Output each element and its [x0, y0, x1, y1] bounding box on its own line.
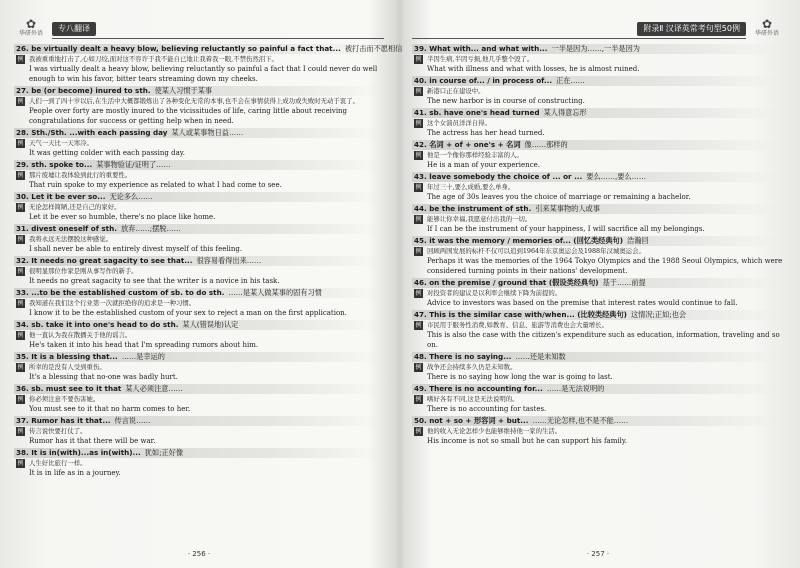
example-row: [14, 330, 384, 340]
chinese-example: 无论怎样简陋,还是自己的家好。: [29, 203, 121, 211]
example-row: [412, 362, 784, 372]
example-marker-icon: 例: [17, 460, 24, 467]
pattern-meaning: 浩瀚回: [627, 236, 649, 245]
pattern-title: 31. divest oneself of sth.: [16, 224, 117, 233]
pattern-entry: [14, 416, 384, 446]
example-row: [412, 288, 784, 298]
example-marker-icon: 例: [415, 88, 422, 95]
example-marker-icon: 例: [17, 98, 24, 105]
chinese-example: 这个女演员洋洋自得。: [427, 119, 491, 127]
example-row: [14, 170, 384, 180]
english-translation: It was getting colder with each passing day.: [29, 149, 185, 157]
example-row: [14, 202, 384, 212]
logo-text: 华研外语: [18, 30, 43, 37]
example-row: [412, 86, 784, 96]
pattern-entry: [14, 288, 384, 318]
pattern-meaning: 使某人习惯于某事: [154, 86, 213, 95]
pattern-meaning: 无论多么……: [109, 192, 153, 201]
pattern-entry: [412, 76, 784, 106]
english-translation: I was virtually dealt a heavy blow, believing reluctantly so painful a fact that I could never do well enough to win his favor, bitter tears streaming down my cheeks.: [29, 65, 378, 83]
pattern-title-bar: [412, 108, 784, 118]
example-row: [412, 214, 784, 224]
pattern-title-bar: [14, 128, 384, 138]
example-row: [14, 426, 384, 436]
header-rule: [52, 38, 384, 39]
english-translation: If I can be the instrument of your happiness, I will sacrifice all my belongings.: [427, 225, 705, 233]
pattern-entry: [412, 140, 784, 170]
example-marker-icon: 例: [17, 236, 24, 243]
pattern-title-bar: [412, 416, 784, 426]
example-row: [412, 150, 784, 160]
pattern-title-bar: [412, 278, 784, 288]
chinese-example: 半因生病,半因亏损,他几乎整个毁了。: [427, 55, 534, 63]
pattern-entry: [412, 172, 784, 202]
chinese-example: 所幸的是没有人受到重伤。: [29, 363, 106, 371]
publisher-logo: [14, 18, 48, 40]
english-translation: The age of 30s leaves you the choice of marriage or remaining a bachelor.: [427, 193, 691, 201]
pattern-title: 29. sth. spoke to...: [16, 160, 93, 169]
chinese-example: 嗜好各有不同,这是无法说明的。: [427, 395, 519, 403]
pattern-title-bar: [14, 192, 384, 202]
pattern-title-bar: [14, 288, 384, 298]
example-row: [412, 182, 784, 192]
example-marker-icon: 例: [415, 184, 422, 191]
page-number: · 257 ·: [586, 550, 610, 558]
pattern-meaning: ……无论怎样,也不是不能……: [532, 416, 629, 425]
pattern-title: 27. be (or become) inured to sth.: [16, 86, 151, 95]
pattern-meaning: 被打击而不愿相信: [344, 44, 403, 53]
example-row: [412, 320, 784, 330]
pattern-entry: [14, 44, 403, 84]
left-page: [14, 17, 403, 558]
english-translation: This is also the case with the citizen's expenditure such as education, information, traveling and so on.: [427, 331, 780, 349]
pattern-title: 34. sb. take it into one's head to do sth.: [16, 320, 179, 329]
example-row: [14, 138, 384, 148]
chinese-example: 他的收入无论怎样少也能够维持他一家的生活。: [427, 427, 562, 435]
english-translation: His income is not so small but he can support his family.: [427, 437, 628, 445]
pattern-title: 40. in course of... / in process of...: [414, 76, 553, 85]
right-page: [412, 18, 784, 558]
example-marker-icon: 例: [17, 204, 24, 211]
pattern-title-bar: [14, 352, 384, 362]
pattern-title-bar: [412, 384, 784, 394]
pattern-title-bar: [412, 352, 784, 362]
chinese-example: 人们一到了四十岁以后,在生活中大概都锻炼出了各种变化无常的本事,也不会在事情获得上成功或失败时无动于衷了。: [29, 97, 359, 105]
pattern-title: 32. It needs no great sagacity to see that...: [16, 256, 193, 265]
pattern-title: 47. This is the similar case with/when... (比较类经典句): [414, 310, 627, 319]
pattern-title-bar: [412, 310, 784, 320]
example-marker-icon: 例: [415, 428, 422, 435]
chinese-example: 那片废墟让我体验到此行的重要性。: [29, 171, 132, 179]
pattern-meaning: ……是幸运的: [121, 352, 165, 361]
chinese-example: 他是一个像你那样经验丰富的人。: [427, 151, 523, 159]
pattern-entry: [14, 160, 384, 190]
example-marker-icon: 例: [17, 300, 24, 307]
example-marker-icon: 例: [415, 248, 422, 255]
pattern-title: 26. be virtually dealt a heavy blow, believing reluctantly so painful a fact that...: [16, 44, 341, 53]
pattern-title: 44. be the instrument of sth.: [414, 204, 532, 213]
example-row: [14, 298, 384, 308]
english-translation: You must see to it that no harm comes to her.: [29, 405, 191, 413]
pattern-meaning: 这情况;正如;也会: [630, 310, 687, 319]
chinese-example: 新港口正在建设中。: [427, 87, 485, 95]
pattern-title: 49. There is no accounting for...: [414, 384, 543, 393]
example-row: [14, 96, 384, 106]
pattern-title-bar: [14, 320, 384, 330]
chinese-example: 人生好比旅行一样。: [29, 459, 87, 467]
pattern-meaning: 某人(错误地)认定: [182, 320, 239, 329]
chinese-example: 你必须注意不要伤害她。: [29, 395, 100, 403]
pattern-meaning: 要么……,要么……: [586, 172, 647, 181]
pattern-entry: [412, 204, 784, 234]
pattern-title: 33. ...to be the established custom of sb. to do sth.: [16, 288, 225, 297]
section-tag: 附录Ⅱ 汉译英常考句型50例: [637, 22, 746, 36]
pattern-title-bar: [412, 236, 784, 246]
pattern-entry: [14, 320, 384, 350]
pattern-entry: [412, 44, 784, 74]
pattern-title-bar: [14, 448, 384, 458]
example-marker-icon: 例: [17, 56, 24, 63]
example-marker-icon: 例: [415, 396, 422, 403]
chinese-example: 很明显那位作家是刚从事写作的新手。: [29, 267, 138, 275]
example-row: [412, 54, 784, 64]
pattern-meaning: 犹如;正好像: [144, 448, 184, 457]
pattern-meaning: 正在……: [556, 76, 585, 85]
pattern-entry: [412, 236, 784, 276]
pattern-meaning: 放弃……;摆脱……: [120, 224, 181, 233]
example-row: [412, 246, 784, 256]
pattern-title: 46. on the premise / ground that (假设类经典句): [414, 278, 599, 287]
english-translation: It needs no great sagacity to see that the writer is a novice in his task.: [29, 277, 280, 285]
english-translation: There is no accounting for tastes.: [427, 405, 547, 413]
example-marker-icon: 例: [415, 152, 422, 159]
pattern-entry: [412, 416, 784, 446]
pattern-entry: [14, 86, 384, 126]
pattern-title-bar: [14, 160, 384, 170]
english-translation: The new harbor is in course of constructing.: [427, 97, 585, 105]
example-row: [14, 362, 384, 372]
pattern-entry: [412, 310, 784, 350]
logo-icon: ✿: [761, 17, 773, 31]
example-marker-icon: 例: [17, 140, 24, 147]
pattern-entry: [14, 192, 384, 222]
pattern-title: 41. sb. have one's head turned: [414, 108, 540, 117]
chinese-example: 我被重重地打击了,心如刀绞,面对这不容许于我不能自已地让我着我一眼,不禁伤然泪下。: [29, 55, 278, 63]
english-translation: He is a man of your experience.: [427, 161, 540, 169]
example-row: [412, 394, 784, 404]
example-row: [412, 118, 784, 128]
pattern-title-bar: [14, 44, 403, 54]
right-entries: [412, 44, 784, 446]
example-row: [14, 234, 384, 244]
example-marker-icon: 例: [415, 364, 422, 371]
pattern-title: 42. 名词 + of + one's + 名词: [414, 140, 521, 149]
example-row: [14, 54, 384, 64]
example-marker-icon: 例: [17, 428, 24, 435]
pattern-title: 48. There is no saying...: [414, 352, 512, 361]
pattern-meaning: ……是某人做某事的固有习惯: [228, 288, 322, 297]
chinese-example: 年过三十,要么成婚,要么单身。: [427, 183, 515, 191]
english-translation: What with illness and what with losses, he is almost ruined.: [427, 65, 640, 73]
english-translation: He's taken it into his head that I'm spreading rumors about him.: [29, 341, 259, 349]
pattern-title-bar: [14, 224, 384, 234]
pattern-entry: [14, 448, 384, 478]
pattern-title-bar: [412, 172, 784, 182]
pattern-entry: [412, 278, 784, 308]
example-marker-icon: 例: [415, 56, 422, 63]
pattern-title: 28. Sth./Sth. ...with each passing day: [16, 128, 168, 137]
pattern-meaning: 某人得意忘形: [543, 108, 587, 117]
header-rule: [412, 38, 746, 39]
english-translation: Let it be ever so humble, there's no place like home.: [29, 213, 216, 221]
right-header: [412, 18, 784, 44]
english-translation: Rumor has it that there will be war.: [29, 437, 156, 445]
pattern-title: 35. It is a blessing that...: [16, 352, 118, 361]
pattern-meaning: 引来某事物的人或事: [535, 204, 600, 213]
english-translation: Advice to investors was based on the premise that interest rates would continue to fall.: [427, 299, 738, 307]
example-row: [412, 426, 784, 436]
pattern-entry: [14, 256, 384, 286]
pattern-title-bar: [412, 204, 784, 214]
chinese-example: 天气一天比一天寒冷。: [29, 139, 93, 147]
pattern-entry: [14, 384, 384, 414]
pattern-meaning: 一半是因为……,一半是因为: [551, 44, 640, 53]
pattern-title: 45. it was the memory / memories of... (回忆类经典句): [414, 236, 624, 245]
left-entries: [14, 44, 403, 478]
logo-text: 华研外语: [754, 30, 779, 37]
english-translation: It's a blessing that no-one was badly hurt.: [29, 373, 178, 381]
pattern-title-bar: [412, 140, 784, 150]
english-translation: It is in life as in a journey.: [29, 469, 121, 477]
pattern-meaning: 像……那样的: [524, 140, 568, 149]
example-marker-icon: 例: [17, 172, 24, 179]
chinese-example: 战争还会持续多久仍是未知数。: [427, 363, 517, 371]
page-number: · 256 ·: [187, 550, 211, 558]
example-marker-icon: 例: [17, 332, 24, 339]
english-translation: I shall never be able to entirely divest myself of this feeling.: [29, 245, 243, 253]
pattern-entry: [412, 352, 784, 382]
pattern-meaning: 某事物验证/证明了……: [96, 160, 171, 169]
pattern-title: 36. sb. must see to it that: [16, 384, 122, 393]
logo-icon: ✿: [25, 17, 37, 31]
pattern-title: 39. What with... and what with...: [414, 44, 548, 53]
english-translation: I know it to be the established custom of your sex to reject a man on the first application.: [29, 309, 347, 317]
example-row: [14, 266, 384, 276]
left-header: [14, 18, 384, 44]
pattern-entry: [412, 384, 784, 414]
example-marker-icon: 例: [415, 322, 422, 329]
chinese-example: 回顾两国发展的标杆不仅可以追到1964年东京奥运会及1988年汉城奥运会。: [427, 247, 645, 255]
english-translation: There is no saying how long the war is going to last.: [427, 373, 613, 381]
english-translation: The actress has her head turned.: [427, 129, 545, 137]
pattern-meaning: 基于……前提: [602, 278, 646, 287]
pattern-entry: [14, 352, 384, 382]
chinese-example: 市民用于服务性消费,如教育、信息、旅游等消费也会大量增长。: [427, 321, 608, 329]
publisher-logo: [750, 18, 784, 40]
pattern-meaning: 某人或某事物日益……: [171, 128, 244, 137]
pattern-title: 38. It is in(with)...as in(with)...: [16, 448, 141, 457]
pattern-meaning: ……还是未知数: [515, 352, 566, 361]
example-row: [14, 394, 384, 404]
pattern-entry: [14, 224, 384, 254]
example-marker-icon: 例: [415, 120, 422, 127]
pattern-title: 43. leave somebody the choice of ... or ...: [414, 172, 583, 181]
example-marker-icon: 例: [17, 364, 24, 371]
pattern-title-bar: [14, 416, 384, 426]
chinese-example: 对投资者的建议是以利率会继续下降为前提的。: [427, 289, 562, 297]
english-translation: Perhaps it was the memories of the 1964 Tokyo Olympics and the 1988 Seoul Olympics, which were considered turning points in their nations' development.: [427, 257, 783, 275]
pattern-title: 50. not + so + 形容词 + but...: [414, 416, 529, 425]
example-marker-icon: 例: [415, 216, 422, 223]
english-translation: That ruin spoke to my experience as related to what I had come to see.: [29, 181, 282, 189]
chinese-example: 我将永远无法摆脱这种感觉。: [29, 235, 113, 243]
example-marker-icon: 例: [17, 396, 24, 403]
pattern-entry: [14, 128, 384, 158]
pattern-meaning: 传言说……: [114, 416, 151, 425]
example-marker-icon: 例: [415, 290, 422, 297]
pattern-meaning: 某人必须注意……: [125, 384, 183, 393]
section-tag: 专八翻译: [52, 22, 96, 36]
pattern-entry: [412, 108, 784, 138]
chinese-example: 他一直认为我在散播关于他的谣言。: [29, 331, 132, 339]
pattern-meaning: 很容易看得出来……: [196, 256, 262, 265]
pattern-meaning: ……是无法说明的: [546, 384, 605, 393]
pattern-title-bar: [14, 86, 384, 96]
pattern-title-bar: [14, 256, 384, 266]
chinese-example: 传言说快要打仗了。: [29, 427, 87, 435]
chinese-example: 能够让你幸福,我愿意付出我的一切。: [427, 215, 532, 223]
example-row: [14, 458, 384, 468]
chinese-example: 我知道在我们这个行业第一次就拒绝你的追求是一种习惯。: [29, 299, 196, 307]
pattern-title-bar: [412, 76, 784, 86]
english-translation: People over forty are mostly inured to the vicissitudes of life, caring little about receiving congratulations for success or getting help when in need.: [29, 107, 348, 125]
example-marker-icon: 例: [17, 268, 24, 275]
pattern-title-bar: [412, 44, 784, 54]
pattern-title-bar: [14, 384, 384, 394]
pattern-title: 30. Let it be ever so...: [16, 192, 106, 201]
pattern-title: 37. Rumor has it that...: [16, 416, 111, 425]
